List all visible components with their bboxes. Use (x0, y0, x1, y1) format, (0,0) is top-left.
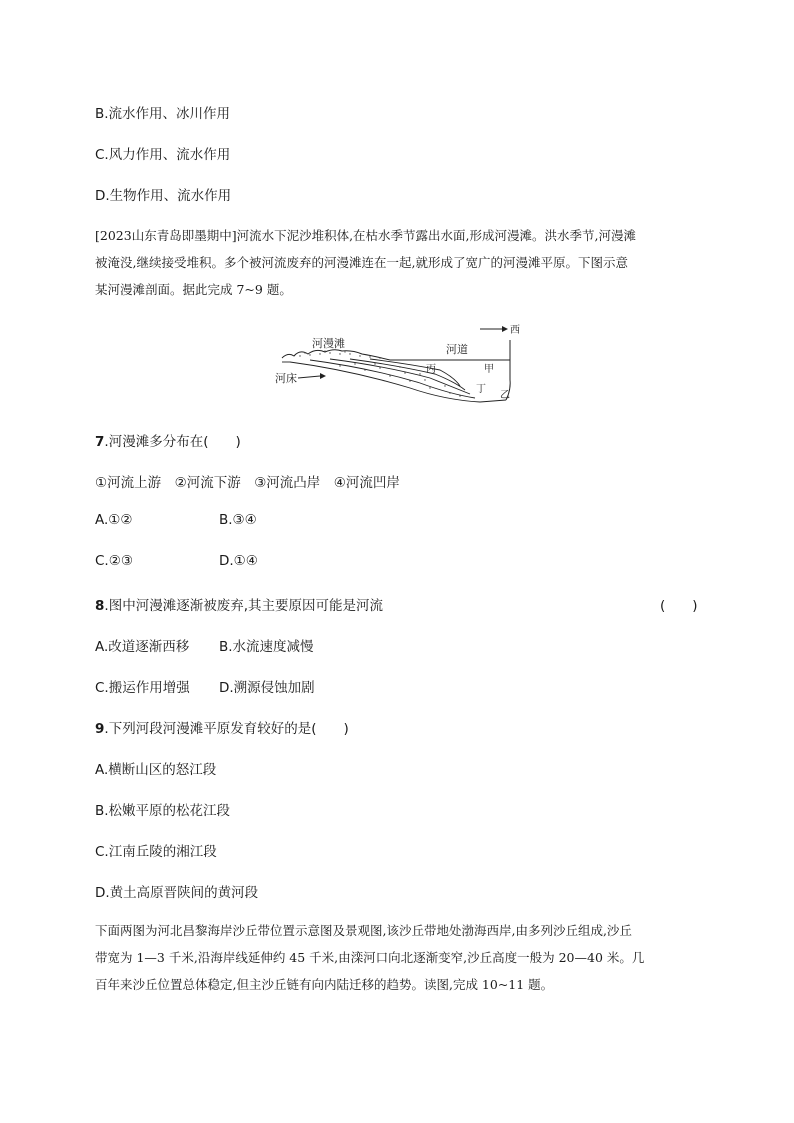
q9-option-a: A.横断山区的怒江段 (95, 762, 217, 778)
question-7-choices: ①河流上游 ②河流下游 ③河流凸岸 ④河流凹岸 (95, 475, 400, 491)
label-ding: 丁 (476, 384, 486, 395)
passage1-line3: 某河漫滩剖面。据此完成 7~9 题。 (95, 282, 292, 297)
q8-option-c: C.搬运作用增强 (95, 680, 190, 696)
floodplain-cross-section-diagram (270, 318, 530, 408)
riverbed-label: 河床 (275, 372, 297, 385)
passage2-line3: 百年来沙丘位置总体稳定,但主沙丘链有向内陆迁移的趋势。读图,完成 10~11 题。 (95, 977, 554, 992)
passage2-line2: 带宽为 1—3 千米,沿海岸线延伸约 45 千米,由滦河口向北逐渐变窄,沙丘高度一般为 20—40 米。几 (95, 950, 645, 965)
option-d-prev: D.生物作用、流水作用 (95, 188, 232, 204)
q8-option-b: B.水流速度减慢 (219, 639, 314, 655)
q8-option-a: A.改道逐渐西移 (95, 639, 190, 655)
question-8 (95, 594, 383, 614)
q9-option-b: B.松嫩平原的松花江段 (95, 803, 231, 819)
question-8-answer-paren: ( ) (660, 598, 698, 614)
label-yi: 乙 (500, 390, 510, 401)
option-c-prev: C.风力作用、流水作用 (95, 147, 231, 163)
question-7 (95, 430, 241, 450)
question-9 (95, 717, 349, 737)
q8-option-d: D.溯源侵蚀加剧 (219, 680, 315, 696)
label-bing: 丙 (426, 364, 436, 375)
q7-option-a: A.①② (95, 512, 133, 528)
question-7-number: 7 (95, 434, 105, 450)
q7-option-b: B.③④ (219, 512, 257, 528)
passage2-line1: 下面两图为河北昌黎海岸沙丘带位置示意图及景观图,该沙丘带地处渤海西岸,由多列沙丘组成,沙丘 (95, 923, 632, 938)
q9-option-d: D.黄土高原晋陕间的黄河段 (95, 885, 259, 901)
question-9-number: 9 (95, 721, 105, 737)
question-7-text: .河漫滩多分布在( ) (104, 434, 241, 450)
question-8-text: .图中河漫滩逐渐被废弃,其主要原因可能是河流 (104, 598, 383, 614)
q7-option-d: D.①④ (219, 553, 258, 569)
west-label: 西 (510, 325, 520, 336)
q9-option-c: C.江南丘陵的湘江段 (95, 844, 217, 860)
q7-option-c: C.②③ (95, 553, 133, 569)
channel-label: 河道 (446, 343, 468, 356)
floodplain-label: 河漫滩 (312, 337, 345, 350)
option-b-prev: B.流水作用、冰川作用 (95, 106, 231, 122)
label-jia: 甲 (484, 364, 494, 375)
question-8-number: 8 (95, 598, 105, 614)
question-9-text: .下列河段河漫滩平原发育较好的是( ) (104, 721, 349, 737)
passage1-line2: 被淹没,继续接受堆积。多个被河流废弃的河漫滩连在一起,就形成了宽广的河漫滩平原。下图示意 (95, 255, 628, 270)
passage1-line1: [2023山东青岛即墨期中]河流水下泥沙堆积体,在枯水季节露出水面,形成河漫滩。洪水季节,河漫滩 (95, 228, 636, 243)
